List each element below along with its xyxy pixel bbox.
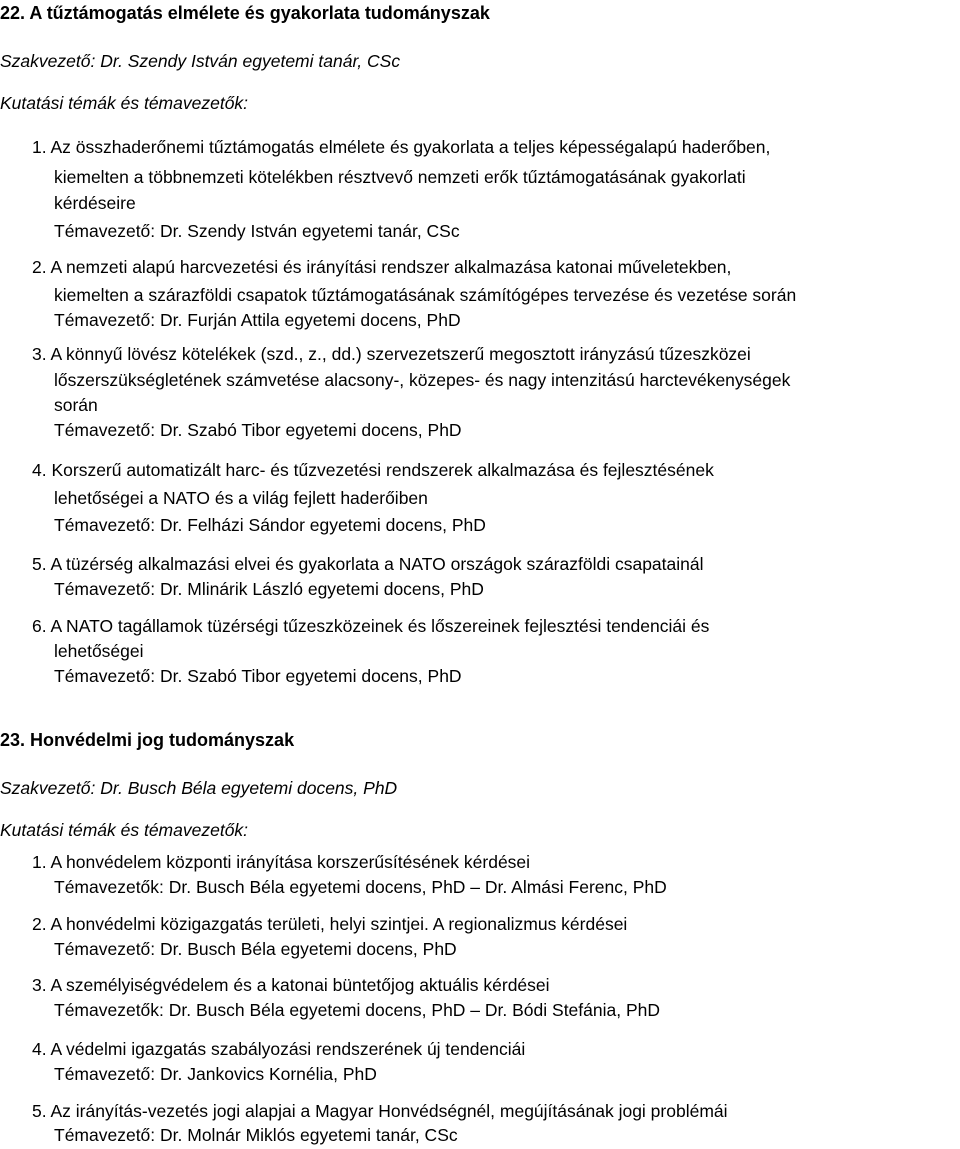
topic-supervisor: Témavezető: Dr. Felházi Sándor egyetemi docens, PhD: [54, 515, 486, 535]
topic-title-line: 5. Az irányítás-vezetés jogi alapjai a Magyar Honvédségnél, megújításának jogi problémái: [32, 1101, 728, 1121]
topic-title-line: 5. A tüzérség alkalmazási elvei és gyakorlata a NATO országok szárazföldi csapatainál: [32, 554, 704, 574]
section-heading: 22. A tűztámogatás elmélete és gyakorlata tudományszak: [0, 3, 490, 23]
topic-supervisor: Témavezető: Dr. Furján Attila egyetemi docens, PhD: [54, 310, 461, 330]
topic-title-line: lőszerszükségletének számvetése alacsony-, közepes- és nagy intenzitású harctevékenységek: [54, 370, 791, 390]
topic-title-line: 4. A védelmi igazgatás szabályozási rendszerének új tendenciái: [32, 1039, 526, 1059]
topic-supervisor: Témavezetők: Dr. Busch Béla egyetemi docens, PhD – Dr. Almási Ferenc, PhD: [54, 877, 667, 897]
section-leader: Szakvezető: Dr. Busch Béla egyetemi docens, PhD: [0, 778, 398, 798]
topic-title-line: 1. Az összhaderőnemi tűztámogatás elmélete és gyakorlata a teljes képességalapú haderőben,: [32, 137, 771, 157]
topic-title-line: 4. Korszerű automatizált harc- és tűzvezetési rendszerek alkalmazása és fejlesztésének: [32, 460, 714, 480]
section-leader: Szakvezető: Dr. Szendy István egyetemi tanár, CSc: [0, 51, 401, 71]
topic-supervisor: Témavezető: Dr. Szabó Tibor egyetemi docens, PhD: [54, 666, 462, 686]
topic-title-line: kiemelten a szárazföldi csapatok tűztámogatásának számítógépes tervezése és vezetése során: [54, 285, 797, 305]
topic-supervisor: Témavezető: Dr. Busch Béla egyetemi docens, PhD: [54, 939, 457, 959]
section-heading: 23. Honvédelmi jog tudományszak: [0, 730, 295, 750]
topic-title-line: 3. A könnyű lövész kötelékek (szd., z., dd.) szervezetszerű megosztott irányzású tűzeszközei: [32, 344, 751, 364]
topic-supervisor: Témavezető: Dr. Mlinárik László egyetemi docens, PhD: [54, 579, 484, 599]
topics-label: Kutatási témák és témavezetők:: [0, 93, 249, 113]
topic-title-line: során: [54, 395, 98, 415]
topic-supervisor: Témavezetők: Dr. Busch Béla egyetemi docens, PhD – Dr. Bódi Stefánia, PhD: [54, 1000, 660, 1020]
topic-supervisor: Témavezető: Dr. Molnár Miklós egyetemi tanár, CSc: [54, 1125, 458, 1145]
topic-title-line: 3. A személyiségvédelem és a katonai büntetőjog aktuális kérdései: [32, 975, 550, 995]
topics-label: Kutatási témák és témavezetők:: [0, 820, 249, 840]
topic-title-line: 6. A NATO tagállamok tüzérségi tűzeszközeinek és lőszereinek fejlesztési tendenciái és: [32, 616, 710, 636]
topic-title-line: lehetőségei a NATO és a világ fejlett haderőiben: [54, 488, 428, 508]
topic-title-line: 1. A honvédelem központi irányítása korszerűsítésének kérdései: [32, 852, 531, 872]
topic-title-line: kiemelten a többnemzeti kötelékben résztvevő nemzeti erők tűztámogatásának gyakorlati: [54, 167, 746, 187]
topic-title-line: lehetőségei: [54, 641, 144, 661]
topic-title-line: kérdéseire: [54, 193, 136, 213]
topic-supervisor: Témavezető: Dr. Szabó Tibor egyetemi docens, PhD: [54, 420, 462, 440]
topic-supervisor: Témavezető: Dr. Jankovics Kornélia, PhD: [54, 1064, 377, 1084]
topic-supervisor: Témavezető: Dr. Szendy István egyetemi tanár, CSc: [54, 221, 460, 241]
topic-title-line: 2. A nemzeti alapú harcvezetési és irányítási rendszer alkalmazása katonai műveletekben,: [32, 257, 732, 277]
topic-title-line: 2. A honvédelmi közigazgatás területi, helyi szintjei. A regionalizmus kérdései: [32, 914, 628, 934]
